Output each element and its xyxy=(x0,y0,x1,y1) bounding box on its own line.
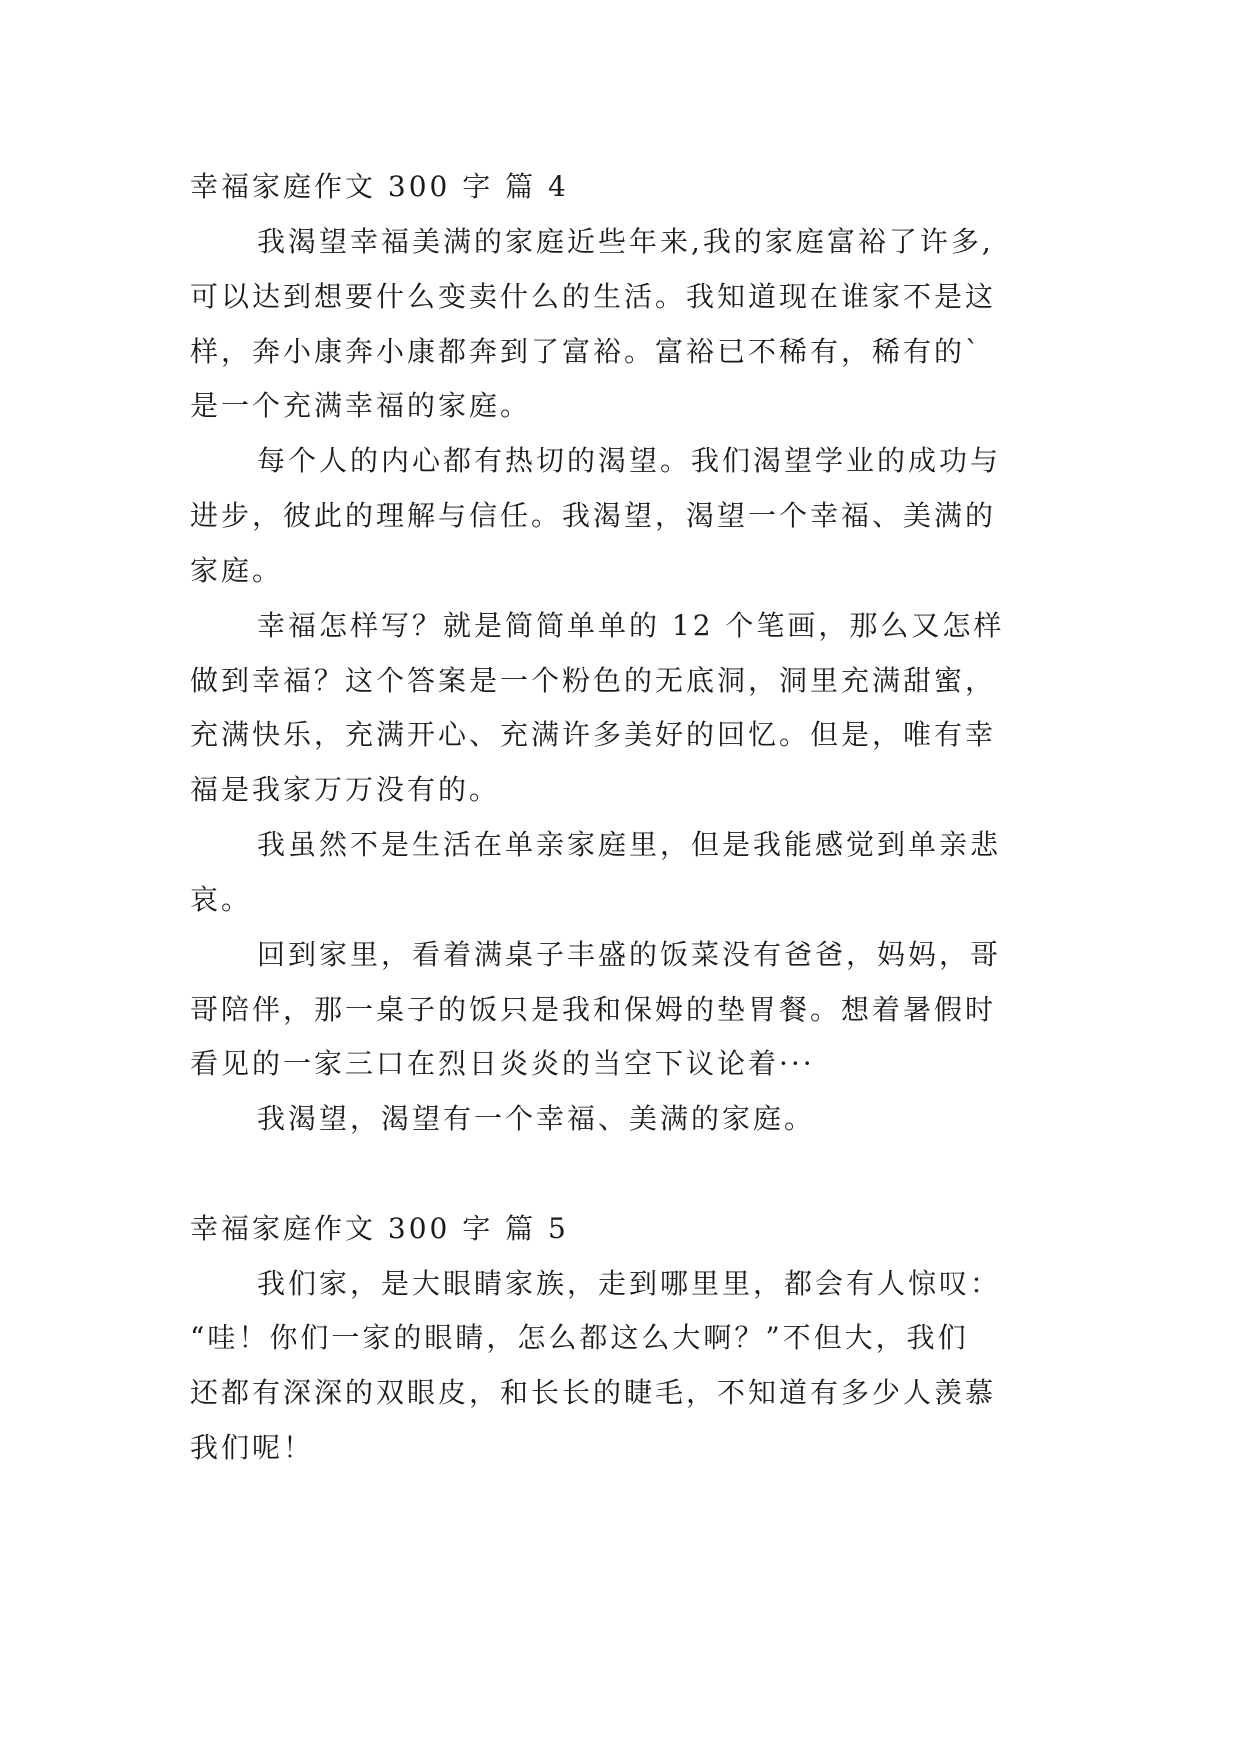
paragraph-line: “哇！你们一家的眼睛，怎么都这么大啊？”不但大，我们 xyxy=(190,1321,969,1354)
paragraph-line: 充满快乐，充满开心、充满许多美好的回忆。但是，唯有幸 xyxy=(190,718,997,751)
paragraph-line: 我虽然不是生活在单亲家庭里，但是我能感觉到单亲悲 xyxy=(257,828,1002,861)
paragraph-line: 看见的一家三口在烈日炎炎的当空下议论着··· xyxy=(190,1047,815,1080)
paragraph-line: 还都有深深的双眼皮，和长长的睫毛，不知道有多少人羡慕 xyxy=(190,1376,997,1409)
paragraph-line: 每个人的内心都有热切的渴望。我们渴望学业的成功与 xyxy=(257,444,1002,477)
paragraph-line: 家庭。 xyxy=(190,554,284,587)
paragraph-line: 我们家，是大眼睛家族，走到哪里里，都会有人惊叹： xyxy=(257,1267,1002,1300)
paragraph-line: 回到家里，看着满桌子丰盛的饭菜没有爸爸，妈妈，哥 xyxy=(257,938,1002,971)
paragraph-line: 哀。 xyxy=(190,883,253,916)
paragraph-line: 哥陪伴，那一桌子的饭只是我和保姆的垫胃餐。想着暑假时 xyxy=(190,993,997,1026)
section-heading-4: 幸福家庭作文 300 字 篇 4 xyxy=(190,170,569,203)
paragraph-line: 样，奔小康奔小康都奔到了富裕。富裕已不稀有，稀有的` xyxy=(190,335,983,368)
paragraph-line: 我们呢！ xyxy=(190,1431,315,1464)
paragraph-line: 做到幸福？这个答案是一个粉色的无底洞，洞里充满甜蜜， xyxy=(190,664,997,697)
paragraph-line: 幸福怎样写？就是简简单单的 12 个笔画，那么又怎样 xyxy=(257,609,1005,642)
paragraph-line: 进步，彼此的理解与信任。我渴望，渴望一个幸福、美满的 xyxy=(190,499,997,532)
paragraph-line: 是一个充满幸福的家庭。 xyxy=(190,389,532,422)
paragraph-line: 可以达到想要什么变卖什么的生活。我知道现在谁家不是这 xyxy=(190,280,997,313)
section-heading-5: 幸福家庭作文 300 字 篇 5 xyxy=(190,1212,569,1245)
paragraph-line: 福是我家万万没有的。 xyxy=(190,773,501,806)
paragraph-line: 我渴望，渴望有一个幸福、美满的家庭。 xyxy=(257,1102,816,1135)
paragraph-line: 我渴望幸福美满的家庭近些年来,我的家庭富裕了许多, xyxy=(257,225,994,258)
